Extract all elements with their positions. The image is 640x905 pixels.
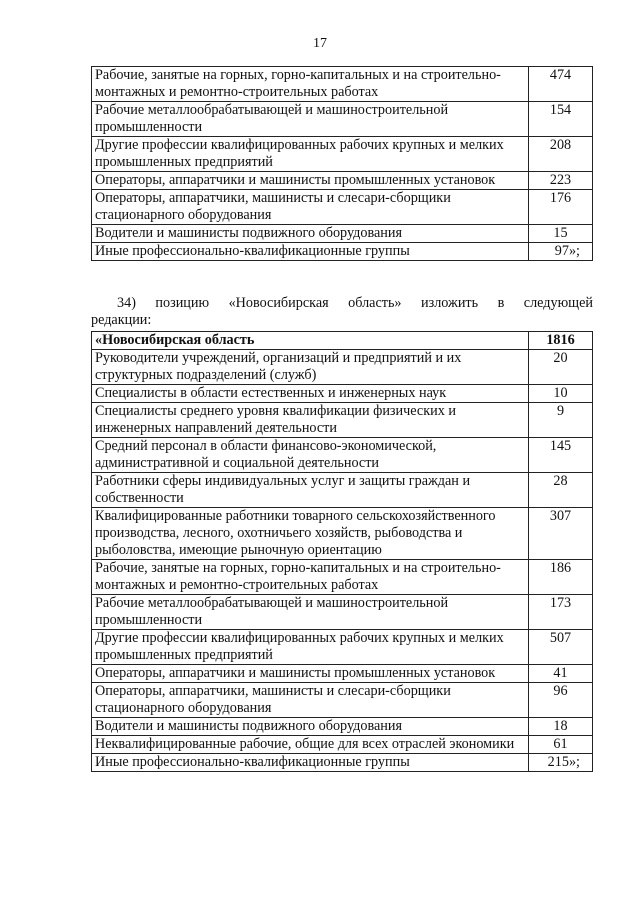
occupation-name-cell: Специалисты в области естественных и инженерных наук [92,385,529,403]
table-row [92,630,593,665]
table-row [92,473,593,508]
occupation-value-cell: 96 [529,683,593,718]
occupation-name-cell: Специалисты среднего уровня квалификации физических и инженерных направлений деятельности [92,403,529,438]
occupation-value-cell: 10 [529,385,593,403]
occupation-value-cell: 97»; [529,243,593,261]
table-row [92,137,593,172]
occupation-value-cell: 41 [529,665,593,683]
table-row [92,403,593,438]
occupation-value-cell: 20 [529,350,593,385]
occupation-value-cell: 28 [529,473,593,508]
region-total-cell: 1816 [529,332,593,350]
occupation-value-cell: 307 [529,508,593,560]
table-row [92,172,593,190]
amendment-line-1: 34) позицию «Новосибирская область» изложить в следующей [117,295,593,311]
occupation-value-cell: 145 [529,438,593,473]
table-row [92,350,593,385]
occupation-value-cell: 15 [529,225,593,243]
occupation-value-cell: 154 [529,102,593,137]
table-row [92,385,593,403]
occupation-name-cell: Рабочие металлообрабатывающей и машиностроительной промышленности [92,102,529,137]
occupation-name-cell: Водители и машинисты подвижного оборудования [92,225,529,243]
occupation-name-cell: Другие профессии квалифицированных рабочих крупных и мелких промышленных предприятий [92,137,529,172]
region-name-cell: «Новосибирская область [92,332,529,350]
occupation-name-cell: Водители и машинисты подвижного оборудования [92,718,529,736]
occupation-name-cell: Рабочие металлообрабатывающей и машиностроительной промышленности [92,595,529,630]
table-header-row [92,332,593,350]
occupation-value-cell: 186 [529,560,593,595]
occupation-value-cell: 61 [529,736,593,754]
occupation-name-cell: Иные профессионально-квалификационные группы [92,243,529,261]
occupation-value-cell: 176 [529,190,593,225]
occupation-table-continued [91,66,593,261]
novosibirsk-table [91,331,593,772]
occupation-name-cell: Другие профессии квалифицированных рабочих крупных и мелких промышленных предприятий [92,630,529,665]
occupation-name-cell: Средний персонал в области финансово-экономической, административной и социальной деятельности [92,438,529,473]
table-row [92,243,593,261]
table-row [92,67,593,102]
occupation-name-cell: Работники сферы индивидуальных услуг и защиты граждан и собственности [92,473,529,508]
occupation-value-cell: 18 [529,718,593,736]
occupation-value-cell: 9 [529,403,593,438]
occupation-name-cell: Рабочие, занятые на горных, горно-капитальных и на строительно-монтажных и ремонтно-строительных работах [92,560,529,595]
occupation-value-cell: 208 [529,137,593,172]
table-row [92,683,593,718]
table-row [92,102,593,137]
table-row [92,595,593,630]
table-row [92,665,593,683]
table-row [92,225,593,243]
table-row [92,438,593,473]
page-number: 17 [313,36,327,51]
occupation-name-cell: Руководители учреждений, организаций и предприятий и их структурных подразделений (служб) [92,350,529,385]
table-row [92,754,593,772]
table-row [92,508,593,560]
occupation-name-cell: Операторы, аппаратчики, машинисты и слесари-сборщики стационарного оборудования [92,683,529,718]
occupation-value-cell: 507 [529,630,593,665]
occupation-value-cell: 223 [529,172,593,190]
table-row [92,190,593,225]
occupation-name-cell: Неквалифицированные рабочие, общие для всех отраслей экономики [92,736,529,754]
amendment-paragraph [91,295,593,329]
amendment-line-2: редакции: [91,312,152,328]
occupation-value-cell: 215»; [529,754,593,772]
table-row [92,560,593,595]
occupation-value-cell: 173 [529,595,593,630]
occupation-name-cell: Операторы, аппаратчики, машинисты и слесари-сборщики стационарного оборудования [92,190,529,225]
occupation-name-cell: Операторы, аппаратчики и машинисты промышленных установок [92,172,529,190]
occupation-value-cell: 474 [529,67,593,102]
table-row [92,736,593,754]
table-row [92,718,593,736]
occupation-name-cell: Рабочие, занятые на горных, горно-капитальных и на строительно-монтажных и ремонтно-строительных работах [92,67,529,102]
occupation-name-cell: Операторы, аппаратчики и машинисты промышленных установок [92,665,529,683]
occupation-name-cell: Иные профессионально-квалификационные группы [92,754,529,772]
occupation-name-cell: Квалифицированные работники товарного сельскохозяйственного производства, лесного, охотничьего хозяйств, рыбоводства и рыболовства, имеющие рыночную ориентацию [92,508,529,560]
